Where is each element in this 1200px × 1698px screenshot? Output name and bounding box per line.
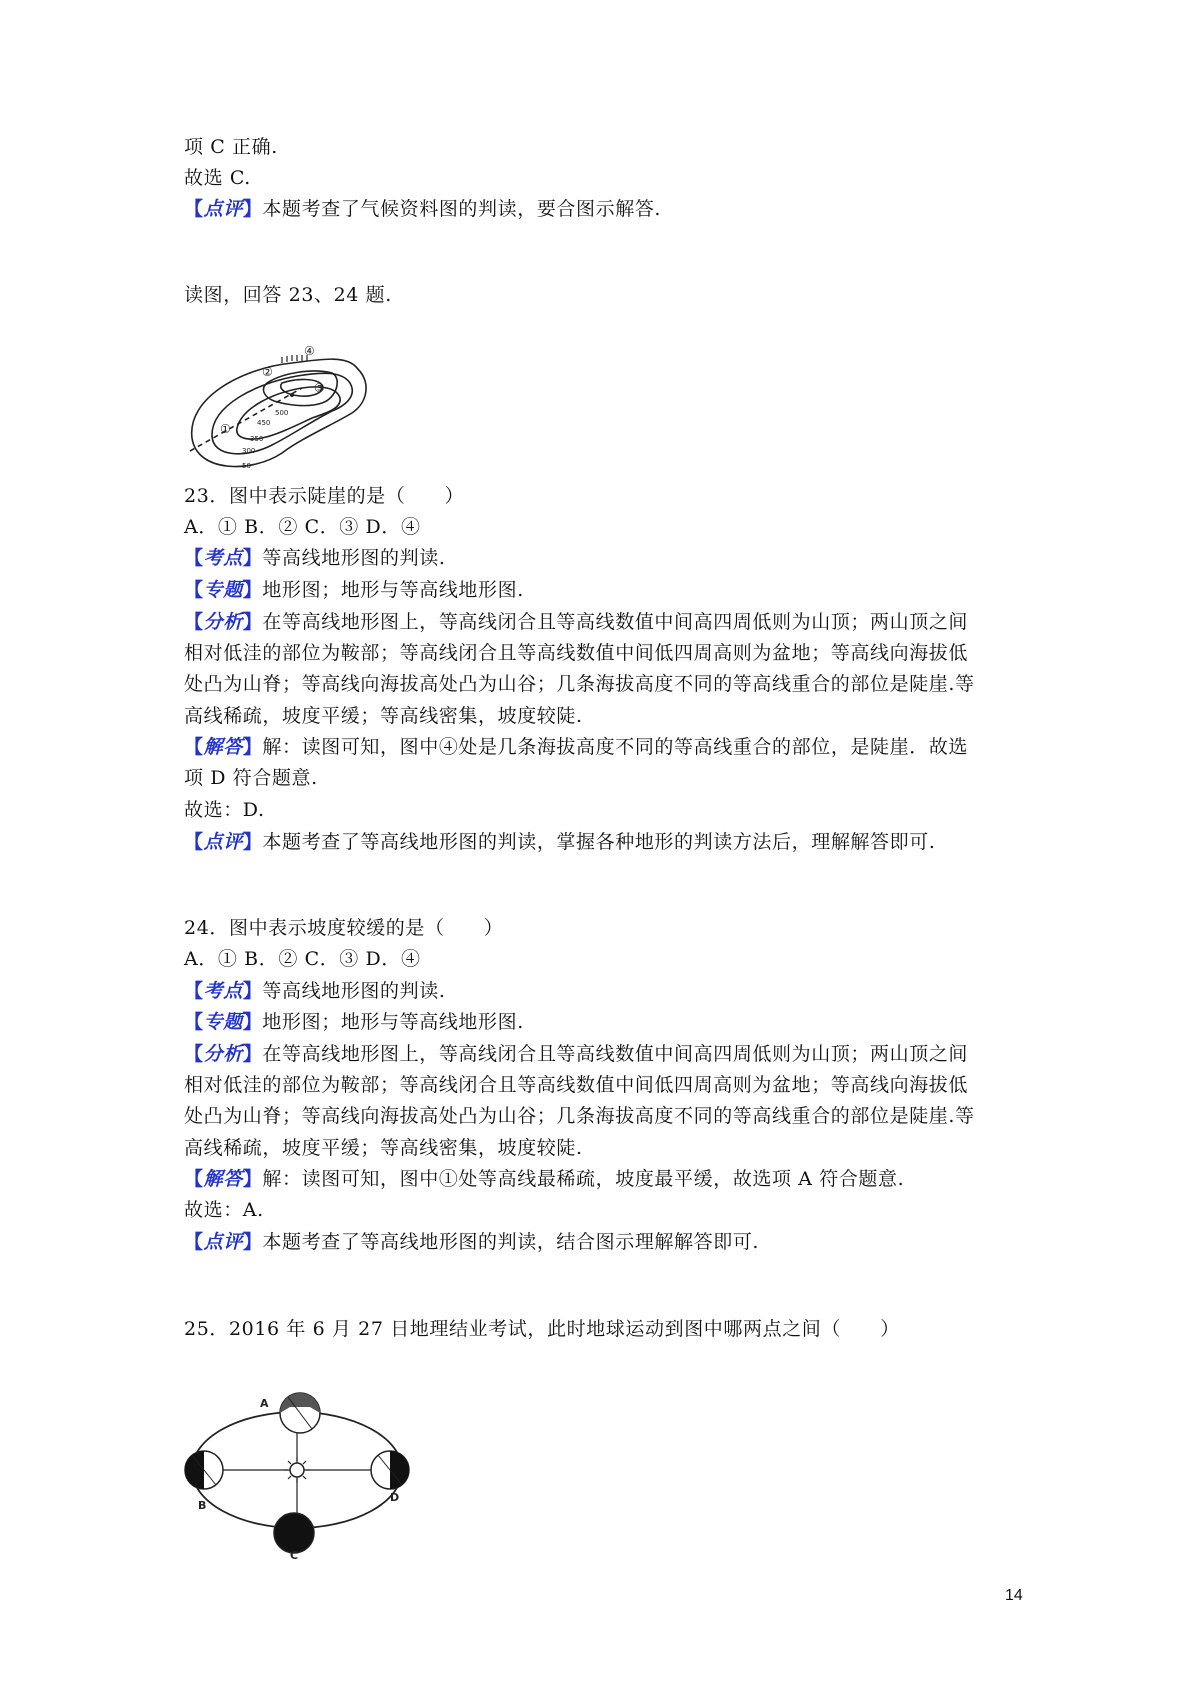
marker-4: ④ — [304, 344, 315, 358]
orbit-diagram-figure — [182, 1385, 417, 1560]
elev-500: 500 — [275, 409, 289, 417]
q23-zhuanti: 【专题】地形图；地形与等高线地形图. — [184, 579, 524, 601]
q24-dianping: 【点评】本题考查了等高线地形图的判读，结合图示理解解答即可. — [184, 1231, 760, 1253]
question-25: 25．2016 年 6 月 27 日地理结业考试，此时地球运动到图中哪两点之间（ ） — [184, 1318, 900, 1340]
label-d: D — [390, 1491, 400, 1504]
q24-answer: 故选：A. — [184, 1199, 264, 1221]
q23-fenxi-3: 处凸为山脊；等高线向海拔高处凸为山谷；几条海拔高度不同的等高线重合的部位是陡崖.等 — [184, 673, 975, 695]
q23-jieda-1: 【解答】解：读图可知，图中④处是几条海拔高度不同的等高线重合的部位，是陡崖．故选 — [184, 736, 969, 758]
contour-map-figure — [182, 343, 382, 483]
elev-350: 350 — [250, 435, 264, 443]
comment-line: 【点评】本题考查了气候资料图的判读，要合图示解答. — [184, 198, 662, 220]
q24-options: A．① B．② C．③ D．④ — [184, 948, 421, 970]
q24-fenxi-4: 高线稀疏，坡度平缓；等高线密集，坡度较陡. — [184, 1137, 583, 1159]
q24-fenxi-3: 处凸为山脊；等高线向海拔高处凸为山谷；几条海拔高度不同的等高线重合的部位是陡崖.等 — [184, 1105, 975, 1127]
marker-3: ③ — [314, 381, 325, 395]
label-a: A — [260, 1397, 269, 1410]
q24-zhuanti: 【专题】地形图；地形与等高线地形图. — [184, 1011, 524, 1033]
q24-fenxi-2: 相对低洼的部位为鞍部；等高线闭合且等高线数值中间低四周高则为盆地；等高线向海拔低 — [184, 1074, 969, 1096]
q23-dianping: 【点评】本题考查了等高线地形图的判读，掌握各种地形的判读方法后，理解解答即可. — [184, 831, 936, 853]
q23-kaodian: 【考点】等高线地形图的判读. — [184, 547, 446, 569]
text-line-2: 故选 C. — [184, 167, 251, 189]
label-c: C — [290, 1549, 299, 1560]
text-line-1: 项 C 正确. — [184, 136, 278, 158]
q23-fenxi-2: 相对低洼的部位为鞍部；等高线闭合且等高线数值中间低四周高则为盆地；等高线向海拔低 — [184, 642, 969, 664]
question-23: 23．图中表示陡崖的是（ ） — [184, 485, 465, 507]
q24-kaodian: 【考点】等高线地形图的判读. — [184, 980, 446, 1002]
page-number: 14 — [1005, 1587, 1023, 1604]
elev-50: 50 — [242, 462, 251, 470]
q23-jieda-2: 项 D 符合题意. — [184, 767, 318, 789]
q24-jieda: 【解答】解：读图可知，图中①处等高线最稀疏，坡度最平缓，故选项 A 符合题意. — [184, 1168, 905, 1190]
earth-c — [274, 1513, 314, 1553]
marker-1: ① — [220, 422, 231, 436]
label-b: B — [198, 1499, 207, 1512]
elev-450: 450 — [257, 419, 271, 427]
q24-fenxi-1: 【分析】在等高线地形图上，等高线闭合且等高线数值中间高四周低则为山顶；两山顶之间 — [184, 1043, 969, 1065]
q23-options: A．① B．② C．③ D．④ — [184, 516, 421, 538]
q23-answer: 故选：D. — [184, 799, 265, 821]
question-24: 24．图中表示坡度较缓的是（ ） — [184, 917, 504, 939]
elev-300: 300 — [242, 447, 256, 455]
q23-fenxi-1: 【分析】在等高线地形图上，等高线闭合且等高线数值中间高四周低则为山顶；两山顶之间 — [184, 611, 969, 633]
marker-2: ② — [262, 365, 273, 379]
question-intro: 读图，回答 23、24 题. — [184, 284, 392, 306]
q23-fenxi-4: 高线稀疏，坡度平缓；等高线密集，坡度较陡. — [184, 705, 583, 727]
